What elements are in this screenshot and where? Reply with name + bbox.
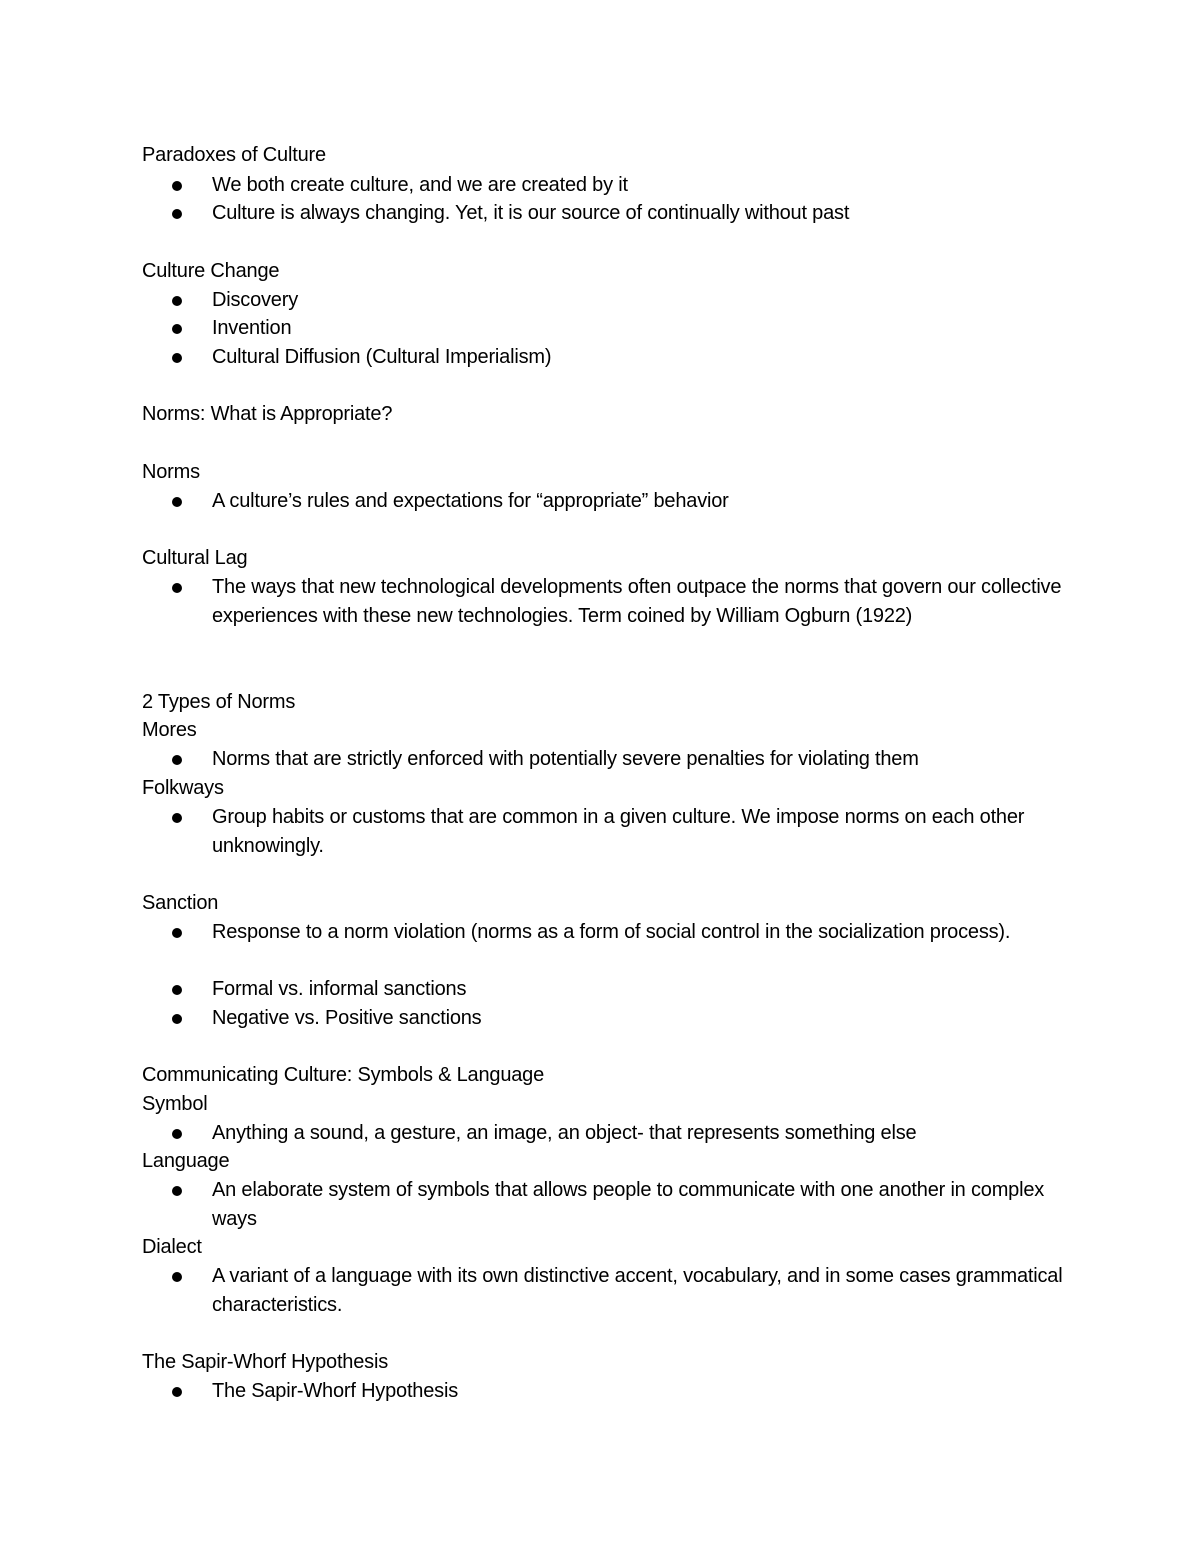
bullet-icon (172, 985, 182, 995)
list-item: We both create culture, and we are created by it (212, 174, 628, 196)
section-heading-types-of-norms: 2 Types of Norms (142, 691, 296, 713)
section-heading-sapir-whorf: The Sapir-Whorf Hypothesis (142, 1351, 389, 1373)
section-heading-norms-question: Norms: What is Appropriate? (142, 403, 393, 425)
bullet-icon (172, 755, 182, 765)
bullet-icon (172, 928, 182, 938)
list-item: Invention (212, 317, 292, 339)
bullet-icon (172, 324, 182, 334)
list-item: Formal vs. informal sanctions (212, 978, 467, 1000)
bullet-icon (172, 353, 182, 363)
list-item: Group habits or customs that are common in a given culture. We impose norms on each other unknowingly. (212, 806, 1025, 857)
bullet-icon (172, 813, 182, 823)
list-item: The ways that new technological developments often outpace the norms that govern our collective experiences with these new technologies. Term coined by William Ogburn (1922) (212, 576, 1062, 627)
list-item: Discovery (212, 289, 298, 311)
section-heading-culture-change: Culture Change (142, 260, 280, 282)
bullet-icon (172, 209, 182, 219)
section-heading-communicating-culture: Communicating Culture: Symbols & Language (142, 1064, 545, 1086)
subheading-dialect: Dialect (142, 1236, 202, 1258)
list-item: An elaborate system of symbols that allows people to communicate with one another in complex ways (212, 1179, 1045, 1230)
list-item: Culture is always changing. Yet, it is our source of continually without past (212, 202, 850, 224)
list-item: Response to a norm violation (norms as a form of social control in the socialization process). (212, 921, 1011, 943)
bullet-icon (172, 1272, 182, 1282)
bullet-icon (172, 583, 182, 593)
list-item: Anything a sound, a gesture, an image, an object- that represents something else (212, 1122, 917, 1144)
subheading-symbol: Symbol (142, 1093, 208, 1115)
section-heading-sanction: Sanction (142, 892, 219, 914)
list-item: Cultural Diffusion (Cultural Imperialism) (212, 346, 552, 368)
subheading-language: Language (142, 1150, 230, 1172)
list-item: Norms that are strictly enforced with potentially severe penalties for violating them (212, 748, 919, 770)
section-heading-norms: Norms (142, 461, 200, 483)
list-item: A culture’s rules and expectations for “appropriate” behavior (212, 490, 729, 512)
bullet-icon (172, 1387, 182, 1397)
section-heading-paradoxes: Paradoxes of Culture (142, 144, 326, 166)
bullet-icon (172, 1014, 182, 1024)
bullet-icon (172, 497, 182, 507)
subheading-mores: Mores (142, 719, 197, 741)
bullet-icon (172, 1186, 182, 1196)
section-heading-cultural-lag: Cultural Lag (142, 547, 248, 569)
bullet-icon (172, 296, 182, 306)
bullet-icon (172, 1129, 182, 1139)
list-item: The Sapir-Whorf Hypothesis (212, 1380, 459, 1402)
list-item: Negative vs. Positive sanctions (212, 1007, 482, 1029)
list-item: A variant of a language with its own distinctive accent, vocabulary, and in some cases grammatical characteristics. (212, 1265, 1063, 1316)
subheading-folkways: Folkways (142, 777, 224, 799)
bullet-icon (172, 181, 182, 191)
